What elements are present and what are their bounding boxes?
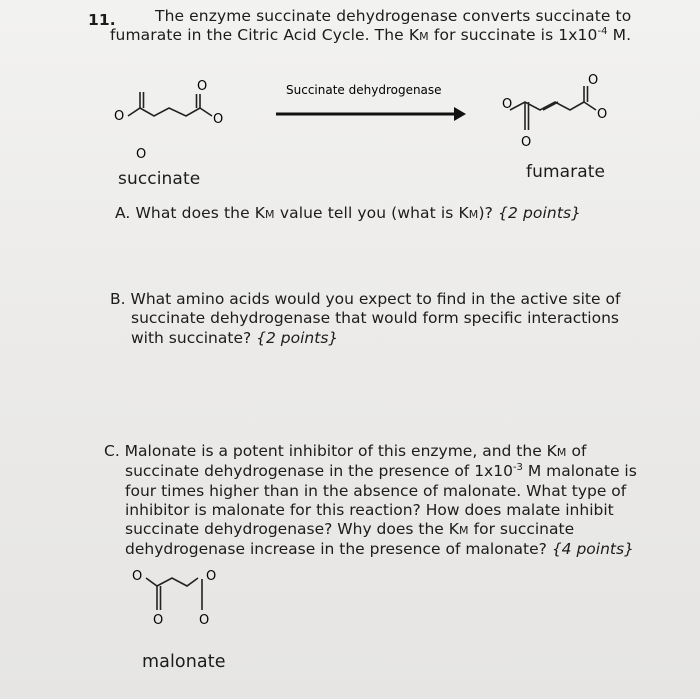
succinate-label: succinate — [118, 169, 201, 189]
question-number: 11. — [88, 11, 116, 29]
fumarate-structure — [510, 86, 596, 130]
malonate-structure — [120, 562, 250, 632]
fumarate-O-left: O — [502, 97, 513, 112]
succinate-O-top: O — [197, 79, 208, 94]
succinate-O-left: O — [114, 109, 125, 124]
part-c-question: C. Malonate is a potent inhibitor of this enzyme, and the KM of succinate dehydrogenase in the presence of $1x10^{-3}$ M malonate is four times higher than in the absence of malonate. What type of inhibitor is malonate for this reaction? How does malate inhibit succinate dehydrogenase? Why does the KM for succinate dehydrogenase increase in the presence of malonate? {4 points} — [104, 442, 637, 559]
malonate-label: malonate — [142, 652, 226, 672]
succinate-O-right: O — [213, 112, 224, 127]
fumarate-O-top: O — [588, 73, 599, 88]
succinate-structure — [128, 92, 212, 116]
fumarate-O-right: O — [597, 107, 608, 122]
succinate-O-bottom: O — [136, 147, 147, 162]
part-b-question: B. What amino acids would you expect to find in the active site of succinate dehydrogenase that would form specific interactions with succinate? {2 points} — [110, 290, 621, 347]
fumarate-O-bottom: O — [521, 135, 532, 150]
fumarate-label: fumarate — [526, 162, 606, 182]
question-intro-line2: fumarate in the Citric Acid Cycle. The KM for succinate is $1x10^{-4}$ M. — [110, 26, 632, 44]
malonate-O-bottom-left: O — [153, 613, 164, 628]
reaction-arrow-head — [454, 107, 466, 121]
question-intro-line1: The enzyme succinate dehydrogenase converts succinate to — [155, 7, 632, 25]
malonate-O-top-left: O — [132, 569, 143, 584]
malonate-O-top-right: O — [206, 569, 217, 584]
enzyme-label: Succinate dehydrogenase — [286, 83, 442, 97]
malonate-O-bottom-right: O — [199, 613, 210, 628]
part-a-question: A. What does the KM value tell you (what is KM)? {2 points} — [115, 204, 582, 222]
